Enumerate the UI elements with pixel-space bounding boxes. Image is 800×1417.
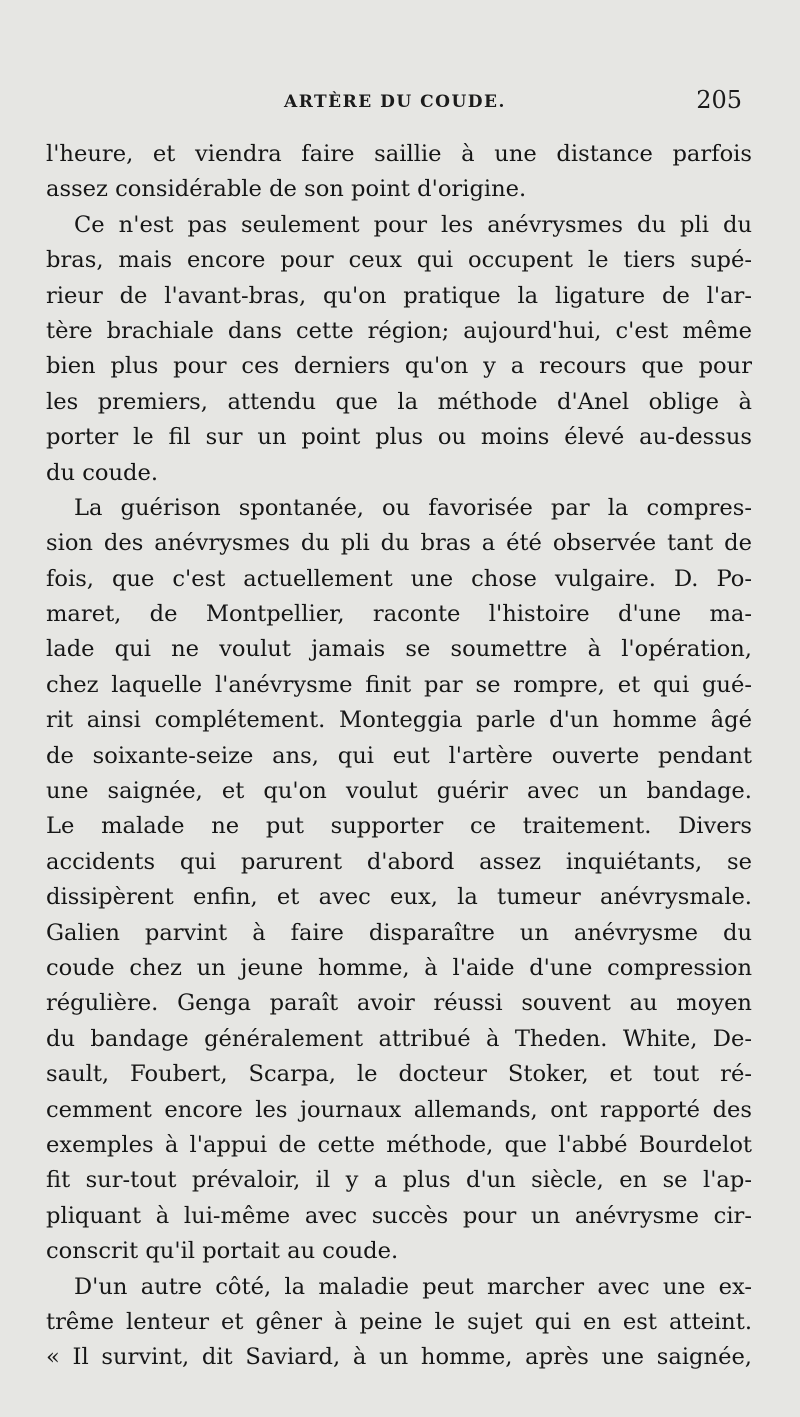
text-line: assez considérable de son point d'origine. xyxy=(46,176,527,203)
text-line: conscrit qu'il portait au coude. xyxy=(46,1238,399,1265)
text-line: coude chez un jeune homme, à l'aide d'une compression xyxy=(46,954,752,981)
text-line: maret, de Montpellier, raconte l'histoire d'une ma- xyxy=(46,601,752,628)
text-line: Le malade ne put supporter ce traitement. Divers xyxy=(46,813,752,840)
text-line: La guérison spontanée, ou favorisée par la compres- xyxy=(74,494,752,521)
text-line: l'heure, et viendra faire saillie à une distance parfois xyxy=(46,141,752,167)
text-line: pliquant à lui-même avec succès pour un anévrysme cir- xyxy=(46,1202,752,1229)
text-line: sion des anévrysmes du pli du bras a été observée tant de xyxy=(46,530,752,557)
text-line: une saignée, et qu'on voulut guérir avec un bandage. xyxy=(46,778,752,805)
text-line: rieur de l'avant-bras, qu'on pratique la ligature de l'ar- xyxy=(46,282,752,309)
text-line: bras, mais encore pour ceux qui occupent le tiers supé- xyxy=(46,247,752,274)
text-line: de soixante-seize ans, qui eut l'artère ouverte pendant xyxy=(46,742,752,769)
text-line: du coude. xyxy=(46,459,159,486)
body-text xyxy=(46,137,752,1376)
text-line: lade qui ne voulut jamais se soumettre à l'opération, xyxy=(46,636,752,663)
text-line: trême lenteur et gêner à peine le sujet qui en est atteint. xyxy=(46,1308,752,1335)
text-line: régulière. Genga paraît avoir réussi souvent au moyen xyxy=(46,990,752,1017)
text-line: Galien parvint à faire disparaître un anévrysme du xyxy=(46,919,752,946)
text-line: rit ainsi complétement. Monteggia parle d'un homme âgé xyxy=(46,707,752,734)
page-header xyxy=(46,86,742,116)
text-line: D'un autre côté, la maladie peut marcher avec une ex- xyxy=(74,1273,752,1300)
page-number: 205 xyxy=(696,86,742,114)
text-line: sault, Foubert, Scarpa, le docteur Stoker, et tout ré- xyxy=(46,1061,752,1088)
text-line: porter le fil sur un point plus ou moins élevé au-dessus xyxy=(46,424,752,451)
text-line: cemment encore les journaux allemands, ont rapporté des xyxy=(46,1096,752,1123)
text-line: exemples à l'appui de cette méthode, que l'abbé Bourdelot xyxy=(46,1131,752,1158)
text-line: fit sur-tout prévaloir, il y a plus d'un siècle, en se l'ap- xyxy=(46,1167,752,1194)
text-line: bien plus pour ces derniers qu'on y a recours que pour xyxy=(46,353,752,380)
text-line: chez laquelle l'anévrysme finit par se rompre, et qui gué- xyxy=(46,671,752,698)
text-line: « Il survint, dit Saviard, à un homme, après une saignée, xyxy=(46,1344,752,1371)
text-line: Ce n'est pas seulement pour les anévrysmes du pli du xyxy=(74,211,752,238)
text-line: dissipèrent enfin, et avec eux, la tumeur anévrysmale. xyxy=(46,884,752,911)
text-line: du bandage généralement attribué à Theden. White, De- xyxy=(46,1025,752,1052)
text-line: fois, que c'est actuellement une chose vulgaire. D. Po- xyxy=(46,565,752,592)
text-line: tère brachiale dans cette région; aujourd'hui, c'est même xyxy=(46,317,752,344)
text-line: les premiers, attendu que la méthode d'Anel oblige à xyxy=(46,388,752,415)
running-title: ARTÈRE DU COUDE. xyxy=(284,92,506,112)
text-line: accidents qui parurent d'abord assez inquiétants, se xyxy=(46,848,752,875)
